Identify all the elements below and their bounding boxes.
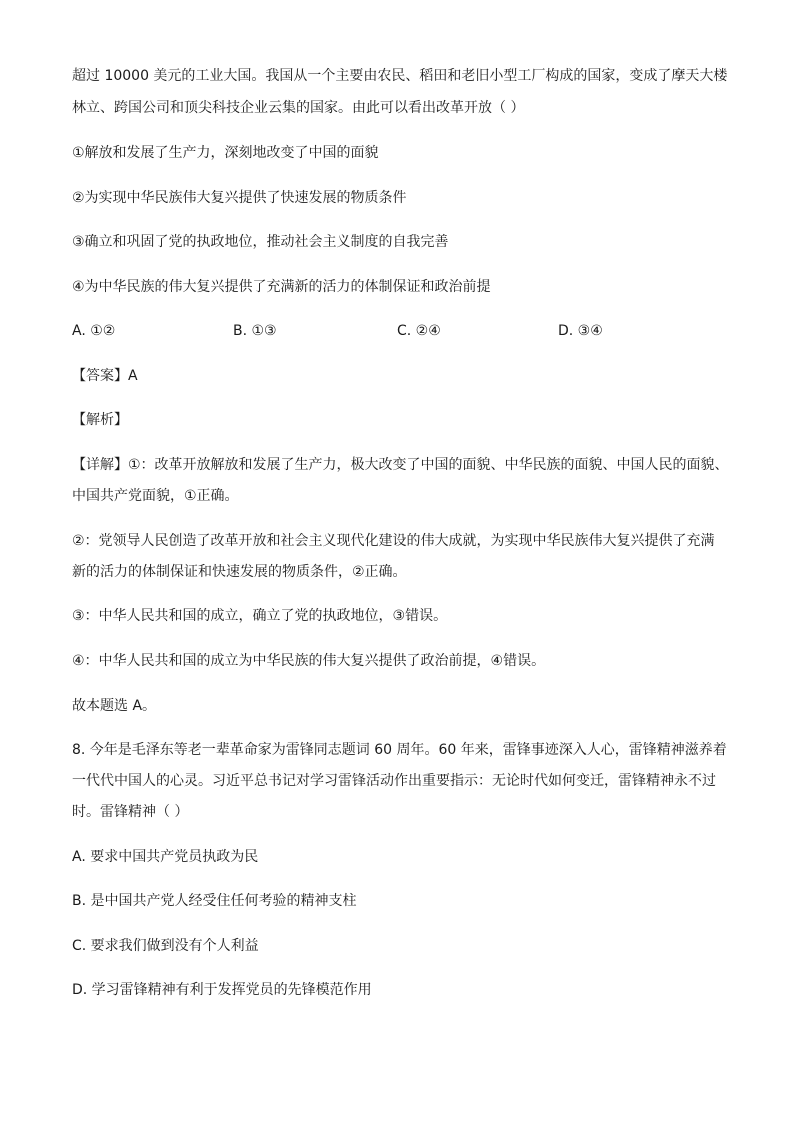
q7-option-c: C. ②④ bbox=[397, 323, 441, 339]
q7-option-a: A. ①② bbox=[72, 323, 116, 339]
q8-option-b: B. 是中国共产党人经受住任何考验的精神支柱 bbox=[72, 893, 357, 909]
q7-detail-4: ④：中华人民共和国的成立为中华民族的伟大复兴提供了政治前提，④错误。 bbox=[72, 653, 546, 669]
q7-option-b: B. ①③ bbox=[233, 323, 277, 339]
q7-stem-line-2: 林立、跨国公司和顶尖科技企业云集的国家。由此可以看出改革开放（ ） bbox=[72, 100, 525, 116]
q7-detail-1-line-2: 中国共产党面貌，①正确。 bbox=[72, 488, 239, 504]
q7-statement-4: ④为中华民族的伟大复兴提供了充满新的活力的体制保证和政治前提 bbox=[72, 279, 491, 295]
q7-conclusion: 故本题选 A。 bbox=[72, 698, 157, 714]
q8-option-d: D. 学习雷锋精神有利于发挥党员的先锋模范作用 bbox=[72, 982, 372, 998]
q7-detail-3: ③：中华人民共和国的成立，确立了党的执政地位，③错误。 bbox=[72, 608, 448, 624]
q7-detail-1-line-1: 【详解】①：改革开放解放和发展了生产力，极大改变了中国的面貌、中华民族的面貌、中国人民的面貌、 bbox=[72, 457, 729, 473]
q8-stem-line-2: 一代代中国人的心灵。习近平总书记对学习雷锋活动作出重要指示：无论时代如何变迁，雷锋精神永不过 bbox=[72, 773, 716, 789]
q8-option-a: A. 要求中国共产党员执政为民 bbox=[72, 849, 259, 865]
q7-detail-2-line-1: ②：党领导人民创造了改革开放和社会主义现代化建设的伟大成就，为实现中华民族伟大复兴提供了充满 bbox=[72, 533, 715, 549]
q7-statement-3: ③确立和巩固了党的执政地位，推动社会主义制度的自我完善 bbox=[72, 234, 449, 250]
q7-answer: 【答案】A bbox=[72, 368, 138, 384]
q7-option-d: D. ③④ bbox=[558, 323, 603, 339]
q8-option-c: C. 要求我们做到没有个人利益 bbox=[72, 938, 259, 954]
q7-stem-line-1: 超过 10000 美元的工业大国。我国从一个主要由农民、稻田和老旧小型工厂构成的国家，变成了摩天大楼 bbox=[72, 68, 728, 84]
q8-stem-line-3: 时。雷锋精神（ ） bbox=[72, 804, 189, 820]
q7-statement-2: ②为实现中华民族伟大复兴提供了快速发展的物质条件 bbox=[72, 190, 407, 206]
q7-analysis-heading: 【解析】 bbox=[72, 412, 128, 428]
q8-stem-line-1: 8. 今年是毛泽东等老一辈革命家为雷锋同志题词 60 周年。60 年来，雷锋事迹深入人心，雷锋精神滋养着 bbox=[72, 742, 727, 758]
q7-options bbox=[72, 322, 732, 340]
q7-statement-1: ①解放和发展了生产力，深刻地改变了中国的面貌 bbox=[72, 145, 379, 161]
q7-detail-2-line-2: 新的活力的体制保证和快速发展的物质条件，②正确。 bbox=[72, 564, 407, 580]
